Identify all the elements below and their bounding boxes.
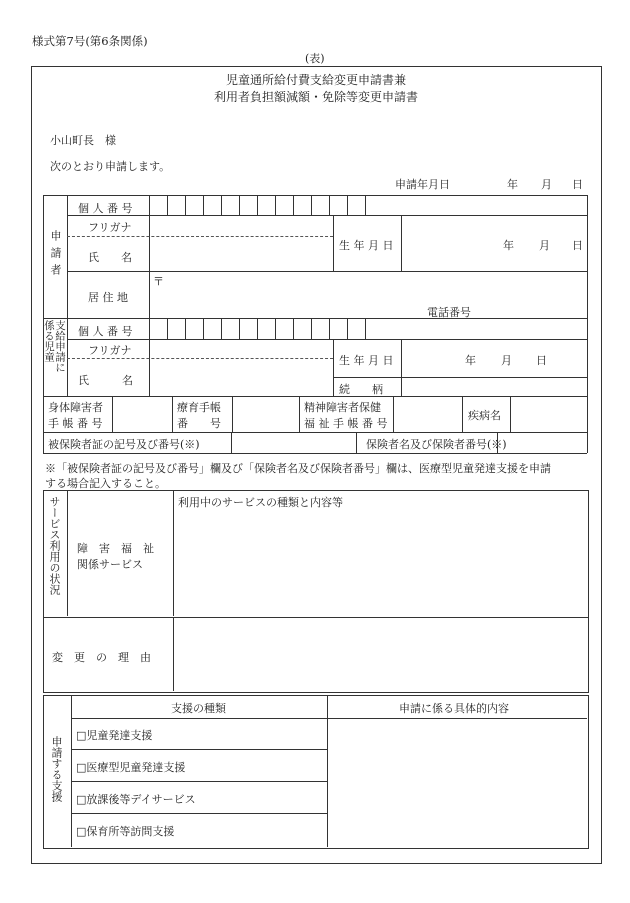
note-line1: ※「被保険者証の記号及び番号」欄及び「保険者名及び保険者番号」欄は、医療型児童発達支援を申請 <box>45 462 551 475</box>
digit-box-divider <box>221 195 222 215</box>
applicant-address-label: 居 住 地 <box>88 291 128 304</box>
table-border <box>43 432 587 433</box>
digit-box-divider <box>185 195 186 215</box>
applicant-phone-label: 電話番号 <box>427 306 471 319</box>
child-my-number-label: 個 人 番 号 <box>78 325 133 338</box>
child-name-label: 氏 名 <box>78 374 133 387</box>
table-border <box>67 358 333 359</box>
form-number: 様式第7号(第6条関係) <box>32 34 148 48</box>
support-option-medical-child-development[interactable]: □医療型児童発達支援 <box>76 761 186 774</box>
support-section-label: 申請する支援 <box>50 736 63 802</box>
application-date-year: 年 <box>507 178 518 191</box>
digit-box-divider <box>311 318 312 339</box>
digit-box-divider <box>239 195 240 215</box>
table-border <box>43 396 587 397</box>
digit-box-divider <box>203 318 204 339</box>
child-birth-day: 日 <box>536 354 547 367</box>
child-section-label-col2: 係る児童 <box>43 320 55 362</box>
digit-box-divider <box>185 318 186 339</box>
physical-cert-label-l2: 手 帳 番 号 <box>48 417 103 430</box>
rehab-cert-label-l2: 番 号 <box>177 417 221 430</box>
applicant-name-label: 氏 名 <box>88 251 132 264</box>
welfare-service-label-l2: 関係サービス <box>77 558 143 571</box>
digit-box-divider <box>293 195 294 215</box>
addressee: 小山町長 様 <box>50 134 116 147</box>
support-option-nursery-visit-support[interactable]: □保育所等訪問支援 <box>76 825 175 838</box>
table-border <box>67 490 68 616</box>
table-border <box>112 396 113 432</box>
table-border <box>462 396 463 432</box>
change-reason-label: 変 更 の 理 由 <box>52 651 151 664</box>
disease-label: 疾病名 <box>468 409 501 422</box>
table-border <box>333 215 334 271</box>
table-border <box>71 813 327 814</box>
table-border <box>333 377 587 378</box>
table-border <box>172 396 173 432</box>
form-title-line1: 児童通所給付費支給変更申請書兼 <box>225 73 406 87</box>
digit-box-divider <box>347 195 348 215</box>
service-usage-section-label: サービス利用の状況 <box>48 496 61 595</box>
child-birth-year: 年 <box>465 354 476 367</box>
digit-box-divider <box>347 318 348 339</box>
table-border <box>333 339 334 396</box>
table-border <box>67 215 587 216</box>
digit-box-divider <box>365 318 366 339</box>
child-birth-month: 月 <box>501 354 512 367</box>
table-border <box>173 490 174 616</box>
table-border <box>401 339 402 396</box>
table-border <box>43 453 587 454</box>
table-border <box>510 396 511 432</box>
application-date-day: 日 <box>572 178 583 191</box>
table-border <box>231 432 232 453</box>
form-side-label: (表) <box>305 52 325 65</box>
mental-cert-label-l1: 精神障害者保健 <box>304 401 381 414</box>
digit-box-divider <box>275 195 276 215</box>
child-section-label-col1: 支給申請に <box>54 320 66 373</box>
application-date-month: 月 <box>541 178 552 191</box>
support-option-after-school-day-service[interactable]: □放課後等デイサービス <box>76 793 196 806</box>
welfare-service-label-l1: 障 害 福 祉 <box>77 542 154 555</box>
table-border <box>356 432 357 453</box>
table-border <box>587 195 588 453</box>
form-title-line2: 利用者負担額減額・免除等変更申請書 <box>213 90 418 104</box>
postal-code-mark: 〒 <box>153 275 164 288</box>
physical-cert-label-l1: 身体障害者 <box>48 401 103 414</box>
digit-box-divider <box>257 195 258 215</box>
insured-card-label: 被保険者証の記号及び番号(※) <box>48 438 200 451</box>
applicant-birth-year: 年 <box>503 239 514 252</box>
applicant-my-number-label: 個 人 番 号 <box>78 202 133 215</box>
support-type-header: 支援の種類 <box>171 702 226 715</box>
digit-box-divider <box>365 195 366 215</box>
digit-box-divider <box>167 318 168 339</box>
table-border <box>393 396 394 432</box>
table-border <box>67 271 587 272</box>
applicant-furigana-label: フリガナ <box>88 221 132 234</box>
table-border <box>67 318 68 396</box>
digit-box-divider <box>221 318 222 339</box>
insurer-label: 保険者名及び保険者番号(※) <box>366 438 507 451</box>
table-border <box>299 396 300 432</box>
digit-box-divider <box>167 195 168 215</box>
child-furigana-label: フリガナ <box>88 344 132 357</box>
support-detail-header: 申請に係る具体的内容 <box>399 702 509 715</box>
support-option-child-development[interactable]: □児童発達支援 <box>76 729 153 742</box>
table-border <box>401 215 402 271</box>
table-border <box>71 718 587 719</box>
table-border <box>43 195 587 196</box>
digit-box-divider <box>257 318 258 339</box>
digit-box-divider <box>311 195 312 215</box>
table-border <box>71 781 327 782</box>
table-border <box>173 617 174 691</box>
table-border <box>67 195 68 318</box>
service-content-label: 利用中のサービスの種類と内容等 <box>178 496 343 509</box>
application-date-label: 申請年月日 <box>395 178 450 191</box>
table-border <box>43 318 587 319</box>
intro-text: 次のとおり申請します。 <box>50 160 171 173</box>
digit-box-divider <box>239 318 240 339</box>
applicant-birth-month: 月 <box>539 239 550 252</box>
table-border <box>232 396 233 432</box>
digit-box-divider <box>329 318 330 339</box>
child-relation-label: 続 柄 <box>339 383 383 396</box>
mental-cert-label-l2: 福 祉 手 帳 番 号 <box>304 417 388 430</box>
table-border <box>149 318 150 396</box>
table-border <box>71 749 327 750</box>
table-border <box>149 195 150 318</box>
table-border <box>67 236 333 237</box>
digit-box-divider <box>293 318 294 339</box>
digit-box-divider <box>275 318 276 339</box>
child-birthdate-label: 生 年 月 日 <box>339 354 394 367</box>
digit-box-divider <box>203 195 204 215</box>
applicant-birthdate-label: 生 年 月 日 <box>339 239 394 252</box>
note-line2: する場合記入すること。 <box>45 477 166 490</box>
table-border <box>67 339 587 340</box>
digit-box-divider <box>329 195 330 215</box>
rehab-cert-label-l1: 療育手帳 <box>177 401 221 414</box>
applicant-section-label: 申請者 <box>49 230 62 281</box>
applicant-birth-day: 日 <box>572 239 583 252</box>
